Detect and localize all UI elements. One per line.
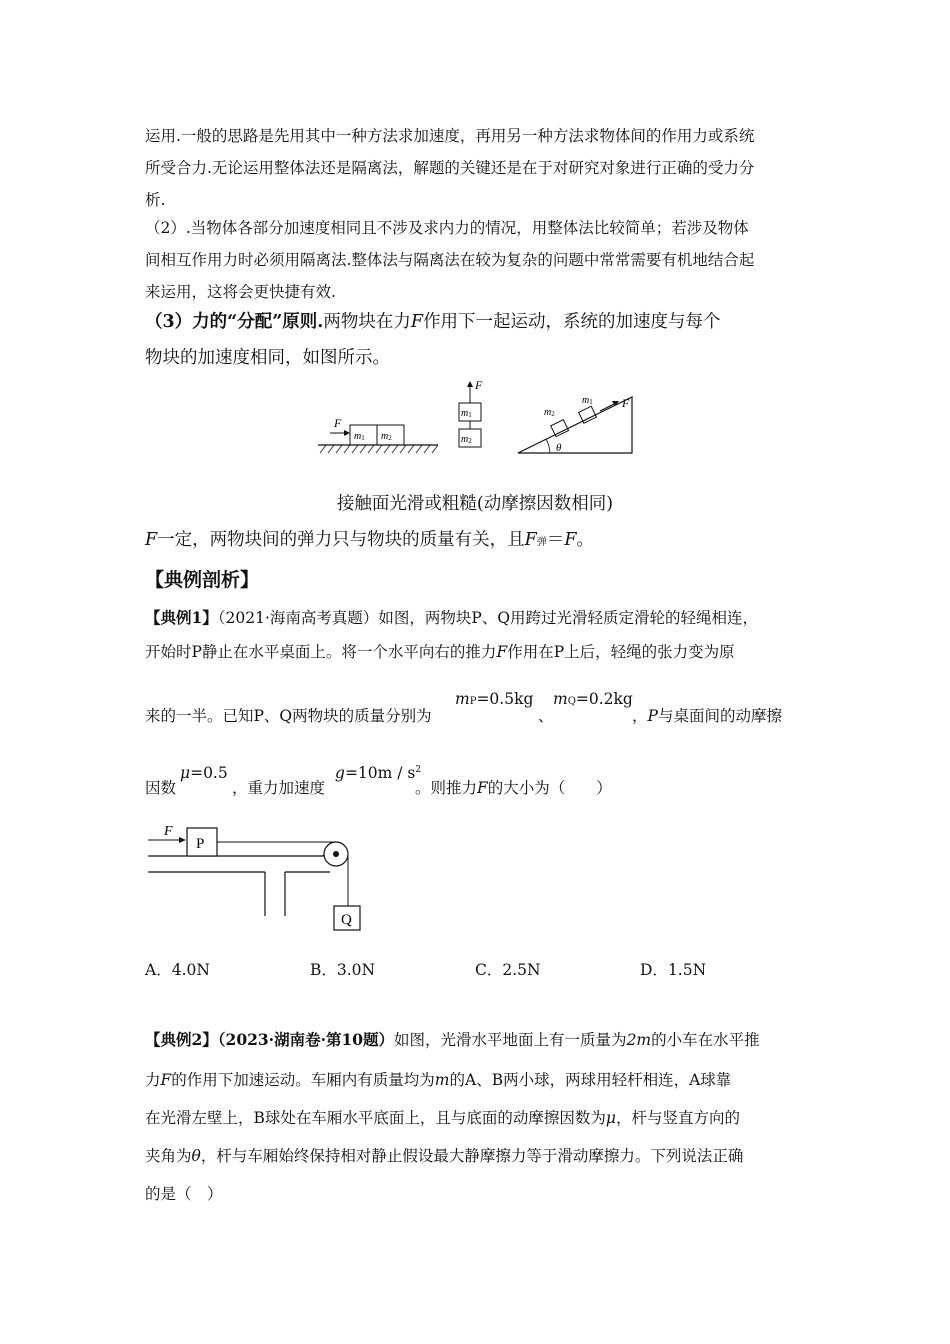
g-superscript: 2 [415,764,422,775]
example2-line-1 [145,1024,810,1056]
horizontal-m1-label: m1 [354,431,365,442]
point2-line-2: 间相互作用力时必须用隔离法.整体法与隔离法在较为复杂的问题中常常需要有机地结合起 [145,251,755,269]
conclusion-subscript: 弹 [536,537,547,548]
intro-line-3: 析. [145,191,166,209]
example1-text-3b: 与桌面间的动摩擦 [657,707,782,725]
example1-line-1 [145,602,810,634]
example1-text-3a: 来的一半。已知P、Q两物块的质量分别为 [145,707,432,725]
option-a[interactable] [145,958,210,980]
conclusion-force-symbol-3: F [564,530,577,550]
example2-text-4b: ，杆与车厢始终保持相对静止假设最大静摩擦力等于滑动摩擦力。下列说法正确 [200,1147,744,1165]
vertical-force-label: F [475,378,483,392]
example1-line-4-tail [415,776,612,798]
example2-line-3 [145,1102,810,1134]
example2-line-4 [145,1140,810,1172]
example1-text-2b: 作用在P上后，轻绳的张力变为原 [507,643,735,661]
point3-bold-lead: （3）力的“分配”原则. [145,312,324,332]
incline-angle-label: θ [556,442,562,454]
block-p-label: P [196,836,205,852]
option-d-value: 1.5N [667,961,707,979]
option-b-value: 3.0N [336,961,376,979]
option-a-value: 4.0N [171,961,210,979]
example1-comma: ， [632,707,648,725]
example2-text-3a: 在光滑左壁上，B球处在车厢水平底面上，且与底面的动摩擦因数为 [145,1109,606,1127]
option-c-value: 2.5N [502,961,541,979]
mass-p-value: =0.5kg [476,690,534,708]
figure1-caption: 接触面光滑或粗糙(动摩擦因数相同) [336,494,614,514]
conclusion-text: 一定，两物块间的弹力只与物块的质量有关，且 [157,530,525,550]
example2-text-4a: 夹角为 [145,1147,192,1165]
example2-line-2 [145,1064,810,1096]
example1-line-2 [145,636,810,668]
mass-q-expression [553,690,633,708]
mu-value: =0.5 [190,764,228,782]
example2-theta: θ [191,1147,201,1165]
intro-line-1: 运用.一般的思路是先用其中一种方法求加速度，再用另一种方法求物体间的作用力或系统 [145,127,755,145]
mu-symbol: μ [180,764,191,782]
mass-q-subscript: Q [567,696,576,707]
conclusion-force-symbol-2: F [524,530,537,550]
mass-p-expression [455,690,533,708]
horizontal-config [318,416,438,453]
point3-text-b: 作用下一起运动，系统的加速度与每个 [423,312,721,332]
point3-line-1 [145,304,810,340]
example1-tag: 【典例1】 [145,608,218,627]
mu-expression [180,764,228,782]
conclusion-end: 。 [576,530,594,550]
horizontal-m2-label: m2 [381,431,392,442]
g-value: =10m / s [344,764,416,782]
example2-2m: 2m [626,1031,652,1049]
example2-tag: 【典例2】（2023·湖南卷·第10题） [145,1030,395,1049]
point3-force-symbol: F [410,312,424,332]
example2-text-2b: 的作用下加速运动。车厢内有质量均为 [171,1071,435,1089]
example2-line-5: 的是（ ） [145,1185,223,1203]
incline-config [518,395,632,454]
example2-text-1a: 如图，光滑水平地面上有一质量为 [394,1031,627,1049]
example1-text-4d: 的大小为（ ） [487,779,612,797]
example2-text-2c: 的A、B两小球，两球用轻杆相连，A球靠 [449,1071,732,1089]
option-b[interactable] [310,958,375,980]
incline-m2-label: m2 [544,407,555,418]
option-d[interactable] [640,958,706,980]
incline-force-label: F [622,396,630,410]
example1-force-symbol-2: F [477,779,488,797]
example1-text-2a: 开始时P静止在水平桌面上。将一个水平向右的推力 [145,643,497,661]
horizontal-force-label: F [334,416,342,430]
block-q-label: Q [341,912,352,928]
vertical-config [459,378,483,447]
example1-text-1: （2021·海南高考真题）如图，两物块P、Q用跨过光滑轻质定滑轮的轻绳相连， [217,609,759,627]
example2-text-2a: 力 [145,1071,161,1089]
example2-text-1b: 的小车在水平推 [651,1031,760,1049]
point3-text-a: 两物块在力 [323,312,411,332]
point2-line-1: （2）.当物体各部分加速度相同且不涉及求内力的情况，用整体法比较简单；若涉及物体 [145,219,749,237]
option-c[interactable] [475,958,541,980]
vertical-m2-label: m2 [461,434,472,445]
example1-text-4a: 因数 [145,779,177,797]
mass-q-symbol: m [553,690,568,708]
mass-separator: 、 [538,707,554,725]
example1-text-4b: ，重力加速度 [232,779,326,797]
push-force-label: F [164,824,173,839]
example2-m: m [434,1071,450,1089]
mass-q-value: =0.2kg [575,690,633,708]
g-symbol: g [335,764,345,782]
incline-m1-label: m1 [582,395,593,406]
force-distribution-figure [310,375,640,465]
vertical-m1-label: m1 [461,408,472,419]
option-b-letter: B． [310,961,337,979]
conclusion-equals: ＝ [546,530,565,550]
example1-text-4c: 。则推力 [415,779,478,797]
section-title: 【典例剖析】 [145,569,260,591]
example1-line-3-tail [632,704,782,726]
point2-line-3: 来运用，这将会更快捷有效. [145,283,336,301]
example1-p-symbol: P [647,707,658,725]
option-d-letter: D． [640,961,668,979]
option-c-letter: C． [475,961,503,979]
example2-mu: μ [605,1109,616,1127]
conclusion-force-symbol: F [145,530,158,550]
example2-text-3b: ，杆与竖直方向的 [615,1109,740,1127]
intro-line-2: 所受合力.无论运用整体法还是隔离法，解题的关键还是在于对研究对象进行正确的受力分 [145,159,755,177]
pulley-figure [140,818,370,936]
example1-force-symbol: F [496,643,508,661]
mass-p-symbol: m [455,690,470,708]
option-a-letter: A． [145,961,172,979]
mass-p-subscript: P [469,696,477,707]
point3-line-2: 物块的加速度相同，如图所示。 [145,348,390,368]
conclusion-line [145,522,810,561]
example2-force-symbol: F [160,1071,172,1089]
gravity-expression [335,764,421,782]
